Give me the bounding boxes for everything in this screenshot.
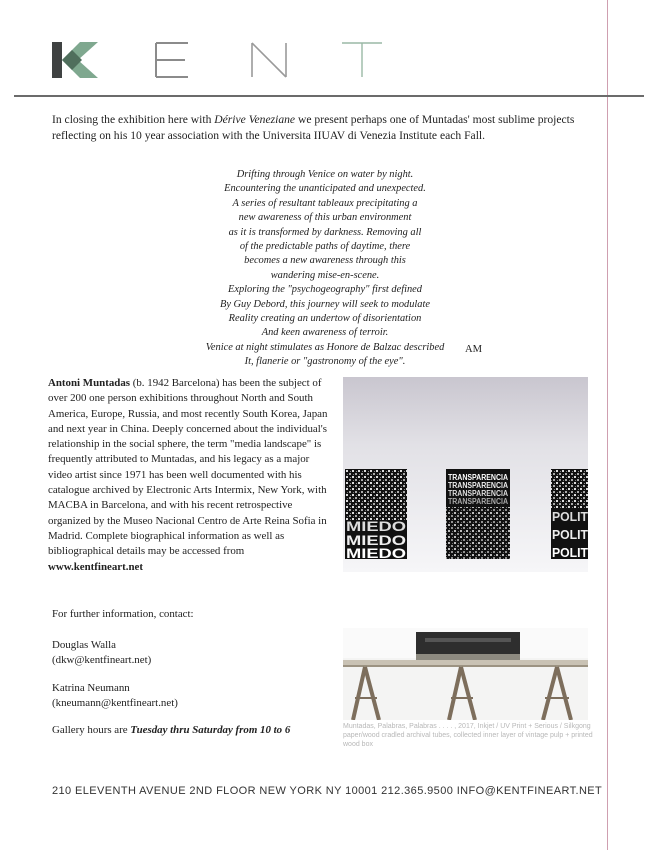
svg-text:POLIT: POLIT — [552, 545, 588, 560]
svg-text:TRANSPARENCIA: TRANSPARENCIA — [448, 473, 509, 482]
poem-line: as it is transformed by darkness. Removing all — [228, 226, 422, 238]
hours-label: Gallery hours are — [52, 724, 131, 736]
contact-name: Douglas Walla — [52, 639, 116, 651]
svg-text:MIEDO: MIEDO — [346, 532, 407, 548]
poem-line: It, flanerie or "gastronomy of the eye". — [244, 356, 406, 368]
poem-signature: AM — [465, 344, 483, 355]
contact-heading: For further information, contact: — [52, 608, 194, 620]
svg-text:POLIT: POLIT — [552, 509, 588, 524]
footer-address: 210 ELEVENTH AVENUE 2ND FLOOR NEW YORK NY 10001 212.365.9500 INFO@KENTFINEART.NET — [52, 785, 603, 797]
poem-line: Exploring the "psychogeography" first defined — [228, 284, 422, 296]
artist-bio — [48, 376, 334, 575]
poem-line: A series of resultant tableaux precipitating a — [232, 197, 418, 209]
poem-line: By Guy Debord, this journey will seek to modulate — [220, 298, 430, 310]
intro-paragraph — [52, 112, 592, 144]
poem-line: Drifting through Venice on water by night. — [236, 169, 414, 180]
exhibition-title: Dérive Veneziane — [214, 113, 296, 126]
intro-text-end: we present perhaps one of Muntadas' most sublime projects reflecting on his 10 year association with the Universita IIUAV di Venezia Institute each Fall. — [52, 113, 575, 142]
hours-value: Tuesday thru Saturday from 10 to 6 — [130, 724, 291, 736]
svg-text:TRANSPARENCIA: TRANSPARENCIA — [448, 497, 509, 506]
artist-name: Antoni Muntadas — [48, 377, 131, 389]
artwork-panel-center — [446, 469, 510, 559]
intro-text-start: In closing the exhibition here with — [52, 113, 215, 126]
kent-logo — [52, 42, 382, 78]
contact-person-1 — [52, 638, 151, 668]
svg-text:TRANSPARENCIA: TRANSPARENCIA — [448, 481, 509, 490]
artwork-panel-left — [345, 469, 407, 561]
contact-email[interactable]: (dkw@kentfineart.net) — [52, 654, 152, 666]
gallery-hours — [52, 723, 290, 738]
poem-line: of the predictable paths of daytime, there — [239, 241, 411, 253]
svg-text:TRANSPARENCIA: TRANSPARENCIA — [448, 489, 509, 498]
artwork-caption: Muntadas, Palabras, Palabras . . . . , 2017, Inkjet / UV Print + Serious / Silkgong paper/wood cradled archival tubes, collected inner layer of vintage pulp + printed wood box — [343, 723, 593, 748]
poem-line: becomes a new awareness through this — [244, 255, 406, 267]
poem — [200, 168, 450, 370]
website-link[interactable]: www.kentfineart.net — [48, 560, 143, 573]
poem-line: And keen awareness of terroir. — [261, 327, 389, 339]
bio-text: (b. 1942 Barcelona) has been the subject of over 200 one person exhibitions throughout North and South America, Europe, Russia, and most recently South Korea, Japan and next year in China. Deeply concerned about the individual's relationship in the social sphere, the term "media landscape" is frequently attributed to Muntadas, and his legacy as a major video artist since 1971 has been well documented with his catalogue archived by Electronic Arts Intermix, New York, with MACBA in Barcelona, and with his recent retrospective organized by the Museo Nacional Centro de Arte Reina Sofia in Madrid. Complete biographical information as well as bibliographical details may be accessed from — [48, 377, 328, 558]
poem-line: wandering mise-en-scene. — [270, 269, 380, 281]
poem-line: Venice at night stimulates as Honore de Balzac described — [205, 341, 445, 353]
poem-line: Reality creating an undertow of disorientation — [228, 313, 422, 325]
header-rule — [14, 95, 644, 97]
page-edge-line — [607, 0, 608, 850]
artwork-panel-right — [551, 469, 588, 560]
contact-name: Katrina Neumann — [52, 682, 130, 694]
svg-text:MIEDO: MIEDO — [346, 518, 407, 534]
contact-email[interactable]: (kneumann@kentfineart.net) — [52, 697, 178, 709]
svg-text:POLIT: POLIT — [552, 527, 588, 542]
poem-line: new awareness of this urban environment — [238, 212, 412, 224]
svg-text:MIEDO: MIEDO — [346, 545, 407, 561]
poem-line: Encountering the unanticipated and unexpected. — [224, 183, 426, 195]
table-installation-photo — [343, 628, 588, 720]
contact-person-2 — [52, 681, 178, 711]
installation-photo — [343, 377, 588, 572]
